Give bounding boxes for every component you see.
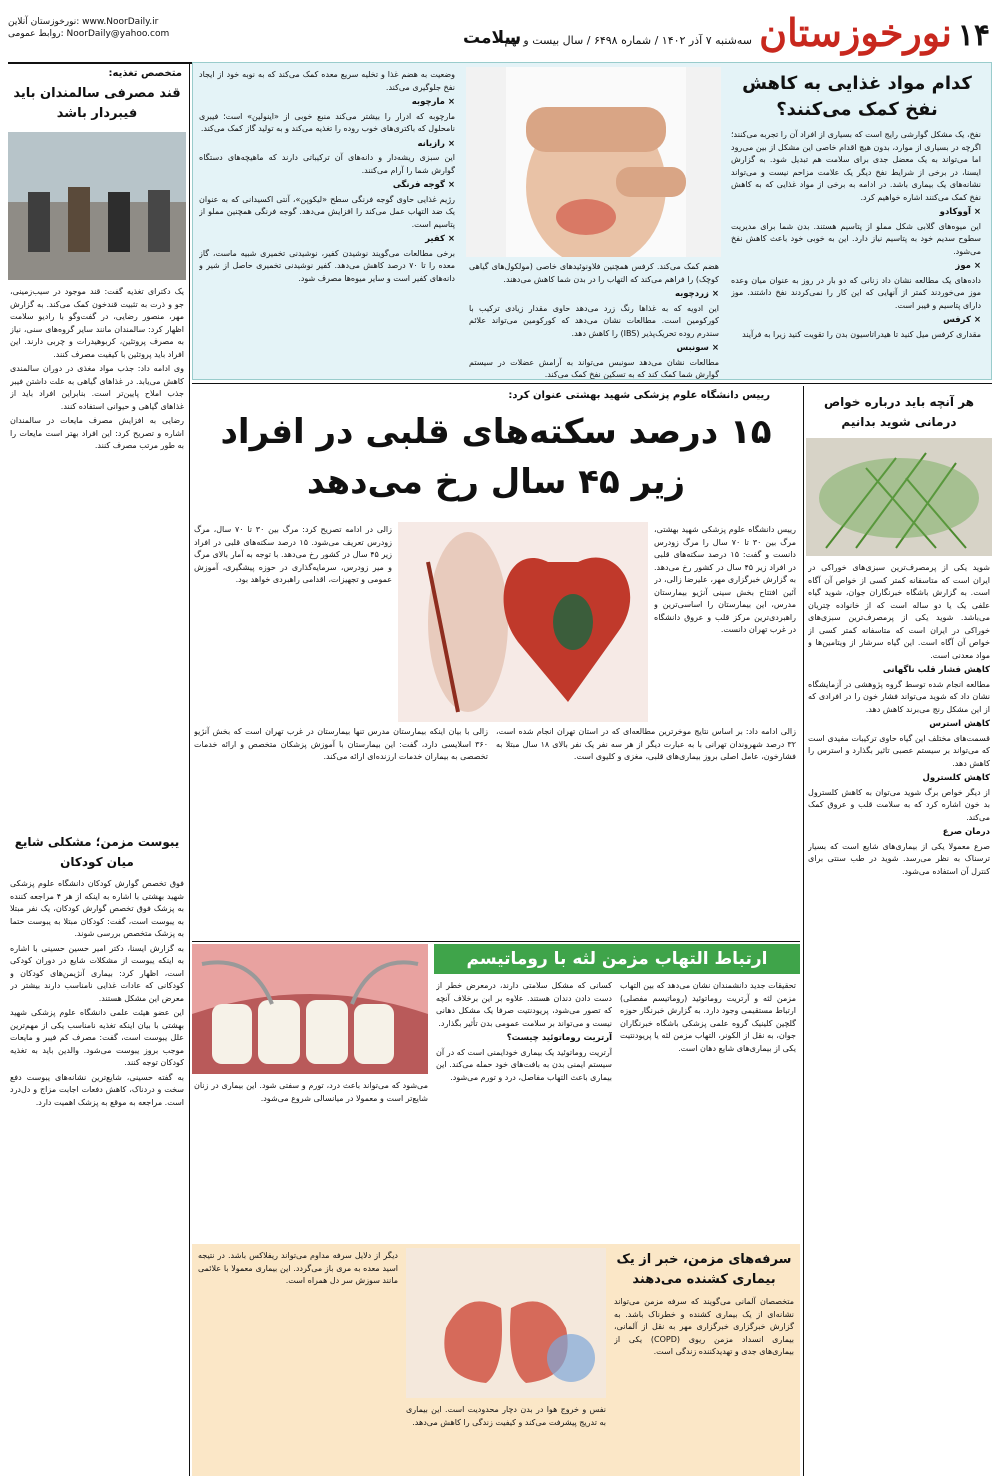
- column-divider-left: [189, 62, 190, 1476]
- dill-article: [806, 386, 992, 1476]
- rheum-title: ارتباط التهاب مزمن لثه با روماتیسم مفصلی: [434, 944, 800, 974]
- constipation-body: فوق تخصص گوارش کودکان دانشگاه علوم پزشکی شهید بهشتی با اشاره به اینکه از هر ۴ مراجعه کننده به پزشک فوق تخصص گوارش کودکان، یک نفر مبتلا به یبوست است، گفت: کودکان مبتلا به یبوست حتما به پزشک متخصص بررسی شوند. به گزارش ایسنا، دکتر امیر حسین حسینی با اشاره به اینکه یبوست از مشکلات شایع در دوران کودکی است، اظهار کرد: بیماری آنژیمن‌های کودکان و کودکانی که عادات غذایی نامناسب دارند بیشتر در معرض این مشکل هستند. این عضو هیئت علمی دانشگاه علوم پزشکی شهید بهشتی با بیان اینکه تغذیه نامناسب یکی از مهم‌ترین علل یبوست است، گفت: مصرف کم فیبر و مایعات موجب بروز یبوست می‌شود. والدین باید به تغذیه کودکان توجه کنند. به گفته حسینی، شایع‌ترین نشانه‌های یبوست دفع سخت و دردناک، کاهش دفعات اجابت مزاج و دل‌درد است. مراجعه به موقع به پزشک اهمیت دارد.: [10, 879, 184, 1107]
- section-title: سلامت: [463, 28, 522, 48]
- rheum-body-2: کسانی که مشکل سلامتی دارند، درمعرض خطر از دست دادن دندان هستند. علاوه بر این برخلاف آنچه که تصور می‌شود، پریودنتیت صرفا یک مشکل دهانی نیست و می‌تواند بر سلامت عمومی بدن تأثیر بگذارد. آرتریت روماتوئید چیست؟ آرتریت روماتوئید یک بیماری خودایمنی است که در آن سیستم ایمنی بدن به بافت‌های خود حمله می‌کند. این بیماری باعث التهاب مفاصل، درد و تورم می‌شود.: [436, 981, 612, 1082]
- lungs-photo-icon: [406, 1248, 606, 1398]
- email[interactable]: روابط عمومی: NoorDaily@yahoo.com: [8, 29, 170, 39]
- website[interactable]: نورخوزستان آنلاین: www.NoorDaily.ir: [8, 17, 159, 27]
- row-divider-mid: [192, 941, 800, 942]
- copd-article: [192, 1244, 800, 1476]
- elders-kicker: متخصص تغذیه:: [108, 68, 182, 79]
- newspaper-logo: نورخوزستان: [759, 10, 952, 55]
- bloating-col1: نفخ، یک مشکل گوارشی رایج است که بسیاری از افراد آن را تجربه می‌کنند؛ اگرچه در بسیاری از موارد، بدون هیچ اقدام خاصی این مشکل از بین می‌رود اما می‌تواند به یک معضل جدی برای سلامت هم تبدیل شود. به گزارش ایسنا، در برخی از شرایط نفخ دیگر یک علامت مزاحم نیست و می‌تواند نشانه‌های یک بیماری باشد. در ادامه به برخی از مواد غذایی که به کاهش نفخ کمک می‌کنند اشاره خواهیم کرد. × آووکادو این میوه‌های گلابی شکل مملو از پتاسیم هستند. بدن شما برای مدیریت سطوح سدیم خود به پتاسیم نیاز دارد. این به خوبی خود باعث کاهش نفخ می‌شود. × موز داده‌های یک مطالعه نشان داد زنانی که دو بار در روز به عنوان میان وعده موز می‌خوردند کمتر از آنهایی که این کار را نمی‌کردند نفخ داشتند. موز دارای پتاسیم و فیبر است. × کرفس مقداری کرفس میل کنید تا هیدراتاسیون بدن را تقویت کنید زیرا به فرآیند: [731, 130, 981, 339]
- copd-body-1: متخصصان آلمانی می‌گویند که سرفه مزمن می‌تواند نشانه‌ای از یک بیماری کشنده و خطرناک باشد. به گزارش خبرگزاری خبرگزاری مهر به نقل از آلمانی، بیماری انسداد مزمن ریوی (COPD) یکی از بیماری‌های جدی و تهدیدکننده زندگی است.: [614, 1297, 794, 1356]
- elders-body: یک دکترای تغذیه گفت: قند موجود در سیب‌زمینی، جو و ذرت به تثبیت قندخون کمک می‌کند. به گزارش مهر، منصور رضایی، در گفت‌وگو با رادیو سلامت اظهار کرد: سالمندان مانند سایر گروه‌های سنی، نیاز به مصرف پروتئین، کربوهیدرات و چربی دارند. این افراد باید پروتئین با کیفیت مصرف کنند. وی ادامه داد: جذب مواد مغذی در دوران سالمندی کاهش می‌یابد. در غذاهای گیاهی به علت داشتن فیبر جذب املاح پایین‌تر است. بنابراین افراد باید از غذاهای گیاهی و حیوانی استفاده کنند. رضایی به افزایش مصرف مایعات در سالمندان اشاره و تصریح کرد: این افراد بهتر است مایعات را به طور مرتب مصرف کنند.: [10, 287, 184, 450]
- heart-body-4: زالی با بیان اینکه بیمارستان مدرس تنها بیمارستان در غرب تهران است که بخش آنژیو ۳۶۰ اسلایسی دارد، گفت: این بیمارستان با آموزش پزشکان متخصص و ارائه خدمات تخصصی به بیماران خدمات ارزنده‌ای ارائه می‌کند.: [194, 727, 488, 761]
- bloating-col3: وضعیت به هضم غذا و تخلیه سریع معده کمک می‌کند که به نوبه خود از ایجاد نفخ جلوگیری می‌کند. × مارچوبه مارچوبه که ادرار را بیشتر می‌کند منبع خوبی از «اینولین» است؛ فیبری نامحلول که باکتری‌های خوب روده را تغذیه می‌کند و به تولید گاز کمک می‌کند. × رازیانه این سبزی ریشه‌دار و دانه‌های آن ترکیباتی دارند که ماهیچه‌های دستگاه گوارش شما را آرام می‌کنند. × گوجه فرنگی رژیم غذایی حاوی گوجه فرنگی سطح «لیکوپن»، آنتی اکسیدانی که به عنوان یک ضد التهاب عمل می‌کند را افزایش می‌دهد. گوجه فرنگی همچنین مملو از پتاسیم است. × کفیر برخی مطالعات می‌گویند نوشیدن کفیر، نوشیدنی تخمیری شبیه ماست، گاز معده را تا ۷۰ درصد کاهش می‌دهد. کفیر نوشیدنی تخمیری حاصل از شیر و دانه‌های کفیر است و سایر میوه‌ها مصرف شود.: [199, 70, 455, 283]
- heart-kicker: رییس دانشگاه علوم پزشکی شهید بهشتی عنوان کرد:: [508, 390, 770, 401]
- bloating-article: [192, 62, 992, 380]
- page-header: [8, 8, 992, 64]
- copd-body-2: نفس و خروج هوا در بدن دچار محدودیت است. این بیماری به تدریج پیشرفت می‌کند و کیفیت زندگی را کاهش می‌دهد.: [406, 1405, 606, 1427]
- rheum-body-1: تحقیقات جدید دانشمندان نشان می‌دهد که بین التهاب مزمن لثه و آرتریت روماتوئید (روماتیسم مفصلی) ارتباط مستقیمی وجود دارد. به گزارش خبرنگار حوزه گلچین کلینیک گروه علمی پزشکی باشگاه خبرنگاران جوان، به نقل از الکونر، التهاب مزمن لثه یا پریودنتیت یکی از بیماری‌های شایع دهان است.: [620, 981, 796, 1053]
- copd-title: سرفه‌های مزمن، خبر از یک بیماری کشنده می‌دهند: [616, 1252, 792, 1287]
- page-number: ۱۴: [957, 18, 990, 53]
- stomach-photo: [466, 67, 721, 257]
- copd-body-3: دیگر از دلایل سرفه مداوم می‌تواند ریفلاکس باشد. در نتیجه اسید معده به مری باز می‌گردد. این بیماری معمولا با علائمی مانند سوزش سر دل همراه است.: [198, 1251, 398, 1285]
- heart-headline-2: زیر ۴۵ سال رخ می‌دهد: [306, 462, 686, 502]
- bloating-title: کدام مواد غذایی به کاهش نفخ کمک می‌کنند؟: [742, 73, 972, 120]
- contact-info: [8, 16, 169, 40]
- elders-photo: [8, 132, 186, 280]
- heart-headline-1: ۱۵ درصد سکته‌های قلبی در افراد: [220, 412, 772, 452]
- dill-photo-icon: [806, 438, 992, 556]
- row-divider-top: [192, 383, 992, 384]
- heart-body-2: زالی در ادامه تصریح کرد: مرگ بین ۳۰ تا ۷۰ سال، مرگ زودرس تعریف می‌شود. ۱۵ درصد سکته‌های قلبی در افراد زیر ۴۵ سال در کشور رخ می‌دهد. با توجه به آمار بالای مرگ و میر زودرس، سرمایه‌گذاری در حوزه پیشگیری، آموزش عمومی و تجهیزات، اقدامی راهبردی خواهد بود.: [194, 525, 392, 584]
- elders-title: قند مصرفی سالمندان باید فیبردار باشد: [13, 86, 181, 121]
- heart-photo-icon: [398, 522, 648, 722]
- dill-title: هر آنچه باید درباره خواص درمانی شوید بدانیم: [824, 395, 974, 429]
- dill-body: شوید یکی از پرمصرف‌ترین سبزی‌های خوراکی در ایران است که متاسفانه کمتر کسی از خواص آن آگاه است. به گزارش باشگاه خبرنگاران جوان، شوید گیاه علفی یک یا دو ساله است که از خانواده چتریان می‌باشد. شوید یکی از پرمصرف‌ترین سبزی‌های خوراکی در ایران است که متاسفانه کمتر کسی از خواص آن آگاه است. این گیاه سرشار از ویتامین‌ها و مواد معدنی است. کاهش فشار قلب ناگهانی مطالعه انجام شده توسط گروه پژوهشی در آزمایشگاه نشان داد که شوید می‌تواند فشار خون را در افرادی که از این مشکل رنج می‌برند کاهش دهد. کاهش استرس قسمت‌های مختلف این گیاه حاوی ترکیبات مفیدی است که می‌تواند بر سیستم عصبی تاثیر بگذارد و استرس را کاهش دهد. کاهش کلسترول از دیگر خواص برگ شوید می‌توان به کاهش کلسترول بد خون اشاره کرد که به سلامت قلب و عروق کمک می‌کند. درمان صرع صرع معمولا یکی از بیماری‌های شایع است که بسیار ترسناک به نظر می‌رسد. شوید در طب سنتی برای کنترل آن استفاده می‌شود.: [808, 563, 990, 876]
- constipation-title: یبوست مزمن؛ مشکلی شایع میان کودکان: [14, 835, 180, 869]
- heart-body-3: زالی ادامه داد: بر اساس نتایج موخرترین مطالعه‌ای که در استان تهران انجام شده است، ۳۲ درصد شهروندان تهرانی با به عبارت دیگر از هر سه نفر یک نفر بالای ۱۸ سال مبتلا به فشارخون، عامل اصلی بروز بیماری‌های قلبی، مغزی و کلیوی است.: [496, 727, 796, 761]
- rheum-article: [192, 944, 800, 1244]
- lungs-photo: [406, 1248, 606, 1398]
- elders-photo-icon: [8, 132, 186, 280]
- heart-article: [192, 386, 800, 938]
- dill-photo: [806, 438, 992, 556]
- dateline: سه‌شنبه ۷ آذر ۱۴۰۲ / شماره ۶۴۹۸ / سال بیست و نهم: [504, 34, 752, 47]
- left-column: [8, 62, 186, 1476]
- heart-body-1: رییس دانشگاه علوم پزشکی شهید بهشتی، مرگ بین ۳۰ تا ۷۰ سال را مرگ زودرس دانست و گفت: ۱۵ درصد سکته‌های قلبی در افراد زیر ۴۵ سال در کشور رخ می‌دهد. به گزارش خبرگزاری مهر، علیرضا زالی، در آئین افتتاح بخش سینی آنژیو بیمارستان مدرس، این بیمارستان را اساسی‌ترین و راهبردی‌ترین مرکز قلب و عروق دانشگاه در غرب تهران دانست.: [654, 525, 796, 634]
- heart-photo: [398, 522, 648, 722]
- teeth-photo: [192, 944, 428, 1074]
- column-divider-right: [803, 386, 804, 1476]
- teeth-photo-icon: [192, 944, 428, 1074]
- bloating-col2: هضم کمک می‌کند. کرفس همچنین فلاونوئیدهای خاصی (مولکول‌های گیاهی کوچک) را فراهم می‌کند که التهاب را در بدن شما کاهش می‌دهند. × زردچوبه این ادویه که به غذاها رنگ زرد می‌دهد حاوی مقدار زیادی ترکیب با کورکومین است. مطالعات نشان می‌دهد که کورکومین می‌تواند علائم سندرم روده تحریک‌پذیر (IBS) را کاهش دهد. × سونبس مطالعات نشان می‌دهد سونبس می‌تواند به آرامش عضلات در سیستم گوارش شما کمک کند که به تسکین نفخ کمک می‌کند.: [469, 262, 719, 379]
- stomach-photo-icon: [466, 67, 721, 257]
- rheum-body-4: می‌شود که می‌تواند باعث درد، تورم و سفتی شود. این بیماری در زنان شایع‌تر است و معمولا در میانسالی شروع می‌شود.: [194, 1081, 428, 1103]
